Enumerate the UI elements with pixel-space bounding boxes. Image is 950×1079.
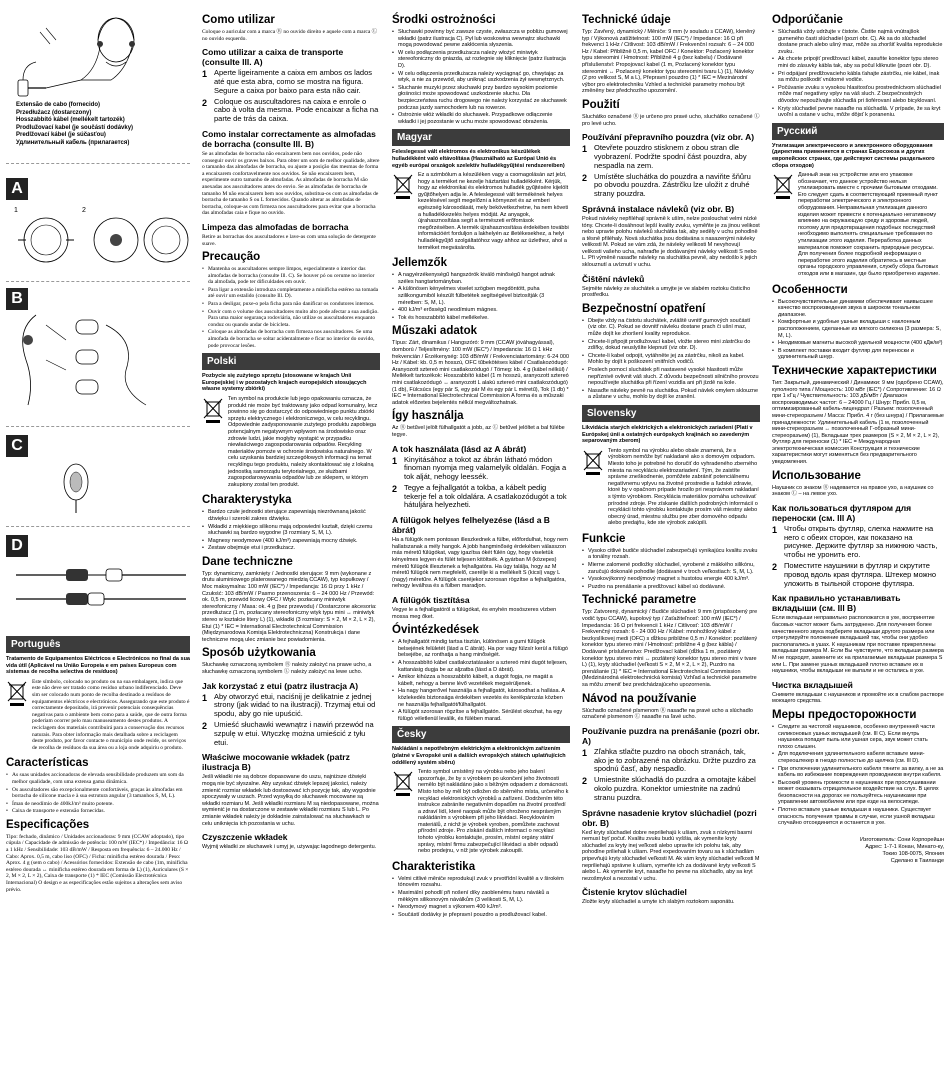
list-item: • Комфортные и удобные ушные вкладыши с наклонным расположением, сделанные из мягкого силикона (3 размера: S, M, L). xyxy=(772,319,944,339)
cs-case-title: Používání přepravního pouzdra (viz obr. A) xyxy=(582,132,755,143)
list-item: • Tok és hosszabbító kábel mellékelve. xyxy=(392,315,570,322)
ru-fit-title: Как правильно устанавливать вкладыши (см. Ill B) xyxy=(772,593,901,614)
earbud-cleaning-illustration xyxy=(6,457,190,515)
list-item: • Slúchadlá vždy udržujte v čistote. Čistite najmä vnútrajšok gumeného časti slúchadiel (pozri obr. C). Ak sa do slúchadiel dostane prach alebo ušný maz, môže sa zhoršiť kvalita reprodukcie zvuku. xyxy=(772,29,944,55)
pt-use-body: Coloque o auricular com a marca Ⓡ no ouvido direito e aquele com a marca Ⓛ no ouvido esquerdo. xyxy=(202,29,378,42)
sk-use-body: Slúchadlo označené písmenom Ⓡ nasaďte na pravé ucho a slúchadlo označené písmenom Ⓛ nasaďte na ľavé ucho. xyxy=(582,707,753,721)
ru-feat-title: Особенности xyxy=(772,283,848,296)
hu-char-list xyxy=(392,272,570,321)
hu-prec-title: Óvintézkedések xyxy=(392,624,479,637)
pt-prec-title: Precaução xyxy=(202,251,261,264)
pl-use-title: Sposób użytkowania xyxy=(202,647,316,660)
sk-clean-title: Čistenie krytov slúchadiel xyxy=(582,887,687,898)
cs-weee-block xyxy=(392,769,570,857)
figure-label-a: A xyxy=(6,178,28,200)
figure-label-b: B xyxy=(6,288,28,310)
cs-weee-heading: Nakládání s nepotřebným elektrickým a elektronickým zařízením (platné v Evropské unii a dalších evropských státech uplatňujících oddělený systém sběru) xyxy=(392,746,566,766)
list-item: • Ostrożnie włóż wkładki do słuchawek. Przypadkowe odłączenie wkładki i jej pozostanie w uchu może spowodować obrażenia. xyxy=(392,112,570,125)
pl-prec-list xyxy=(392,29,570,125)
caption-pt: Extensão de cabo (fornecido) xyxy=(16,102,101,108)
list-item: • Высокий уровень громкости в наушниках при прослушивании может оказывать отрицательное воздействие на слух. В целях безопасности на дорогах не пользуйтесь наушниками при управлении автомобилем или при езде на велосипеде. xyxy=(772,780,944,806)
pt-spec-title: Especificações xyxy=(6,818,90,831)
list-item: • Mierne zalomené podložky slúchadiel, vyrobené z mäkkého silikónu, zaručujú dokonalé pohodlie (dodávané v troch veľkostiach: S, M, L). xyxy=(582,562,760,575)
hu-weee-body: Ez a szimbólum a készüléken vagy a csomagolásán azt jelzi, hogy a terméket ne kezelje háztartási hulladékként. Kérjük, hogy az elektronikai és elektromos hulladék gyűjtésére kijelölt gyűjtőhelyen adja le. A feleslegessé vált termékének helyes kezelésével segít megelőzni a környezet és az emberi egészség károsodását, mely bekövetkezhetne, ha nem követi a hulladékkezelés helyes módját. Az anyagok, újrahasznosítása segít a természeti erőforrások megőrzésében. A termék újrahasznosítása érdekében további információért forduljon a lakhelyén az illetékesekhez, a helyi hulladékgyűjtő szolgáltatóhoz vagy ahhoz az üzlethez, ahol a terméket megvásárolta. xyxy=(418,172,569,251)
hu-fit-title: A fülügok helyes felhelyezése (lásd a B ábrát) xyxy=(392,515,550,536)
hu-case-step-2: 2 Tegye a fejhallgatót a tokba, a kábelt pedig tekerje fel a tok oldalára. A csatlakozódugót a tok hátuljára helyezheti. xyxy=(392,482,567,510)
list-item: • Pri odpájaní predlžovacieho kábla ťahajte zástrčku, nie kábel, inak sa môžu poškodiť vnútorné vodiče. xyxy=(772,71,944,84)
imprint-line: Сделано в Таиланде xyxy=(890,857,944,864)
list-item: • Os auscultadores são excepcionalmente confortáveis, graças às almofadas em borracha de silicone macia e à sua estrutura angular (3 tamanhos S, M, L). xyxy=(6,787,190,800)
pt-clean-body: Retire as borrachas dos auscultadores e lave-as com uma solução de detergente suave. xyxy=(202,233,376,247)
list-item: • Słuchawki powinny być zawsze czyste, zwłaszcza w pobliżu gumowej wkładki (patrz ilustracja C). Pył lub woskowina wewnątrz słuchawki mogą powodować pewne zakłócenia słyszenia. xyxy=(392,29,570,49)
sk-clean-body: Zložte kryty slúchadiel a umyte ich slabým roztokom saponátu. xyxy=(582,899,735,906)
list-item: • Velmi citlivé měniče reprodukují zvuk v prvotřídní kvalitě a v širokém tónovém rozsahu. xyxy=(392,876,570,889)
figure-a xyxy=(6,178,190,275)
list-item: • W celu podłączenia przedłużacza należy włożyć miniwtyk stereofoniczny do gniazda, aż rozlegnie się kliknięcie (patrz ilustracja D). xyxy=(392,50,570,70)
pt-fit-body: Se as almofadas de borracha não encaixarem bem nos ouvidos, pode não conseguir ouvir os graves baixos. Para obter um som de melhor qualidade, altere o tamanho das almofadas de borracha, ou ajuste a posição das mesmas de forma a encaixarem confortavelmente nos ouvidos. Se não encaixarem bem, experimente outro tamanho de almofadas. As almofadas de borracha M são anexadas aos auscultadores antes do envio. Se as almofadas de borracha de tamanho M não encaixarem bem nos ouvidos, substitua-os com as almofadas de borracha de tamanho S ou L fornecidos. Quando alterar as almofadas de borracha, coloque-as com firmeza nos auscultadores para evitar que a borracha das almofadas caia e fique no ouvido. xyxy=(202,150,380,217)
ru-use-body: Наушник со знаком Ⓡ надевается на правое ухо, а наушник со знаком Ⓛ – на левое ухо. xyxy=(772,484,934,498)
list-item: • Zestaw obejmuje etui i przedłużacz. xyxy=(202,545,380,552)
portuguese-header: Português xyxy=(6,636,190,653)
cs-case-step-2: 2 Umístěte sluchátka do pouzdra a naviňte šňůru po obvodu pouzdra. Zástrčku lze uložit z druhé strany pouzdra. xyxy=(582,171,751,199)
pt-weee-heading: Tratamento de Equipamentos Eléctricos e Electrónicos no final da sua vida útil (Aplicável na União Europeia e em países Europeus com sistemas de recolha selectiva de resíduos) xyxy=(6,656,190,676)
list-item: • В комплект поставки входит футляр для переноски и удлинительный шнур. xyxy=(772,348,944,361)
pt-clean-title: Limpeza das almofadas de borracha xyxy=(202,221,349,232)
hu-clean-body: Vegye le a fejhallgatóról a fülügókat, és enyhén mosószeres vízben mossa meg őket. xyxy=(392,607,557,620)
ru-weee-heading: Утилизация электрического и электронного оборудования (директива применяется в странах Евросоюза и других европейских странах, где действуют системы раздельного сбора отходов) xyxy=(772,142,935,169)
pl-prec-title: Środki ostrożności xyxy=(392,14,496,26)
cs-fit-title: Správná instalace návleků (viz obr. B) xyxy=(582,203,735,214)
figure-d xyxy=(6,535,190,624)
list-item: • Caixa de transporte e extensão fornecidas. xyxy=(6,808,190,815)
figure-label-d: D xyxy=(6,535,28,557)
list-item: • Dbejte vždy na čistotu sluchátek, zvláště uvnitř gumových součástí (viz obr. C). Pokud se dovnitř návleku dostane prach či ušní maz, může dojít ke zhoršení kvality reprodukce. xyxy=(582,318,760,338)
pt-char-list xyxy=(6,772,190,815)
list-item: • As suas unidades accionadoras de elevada sensibilidade produzem um som da melhor qualidade, com uma extensa gama dinâmica. xyxy=(6,772,190,785)
list-item: • Magnesy neodymowe (400 kJ/m³) zapewniają mocny dźwięk. xyxy=(202,538,380,545)
cs-use-title: Použití xyxy=(582,98,620,111)
ru-weee-block xyxy=(772,172,944,280)
ru-use-title: Использование xyxy=(772,469,861,482)
list-item: • A fülügót szorosan rögzítse a fejhallgatón. Sérülést okozhat, ha egy fülügó véletlenül leválik, és fülében marad. xyxy=(392,709,570,722)
sk-case-title: Používanie puzdra na prenášanie (pozri obr. A) xyxy=(582,725,760,746)
pl-weee-heading: Pozbycie się zużytego sprzętu (stosowane w krajach Unii Europejskiej i w pozostałych krajach europejskich stosujących własne systemy zbiórki) xyxy=(202,373,367,393)
weee-bin-icon xyxy=(582,448,604,476)
sk-spec-title: Technické parametre xyxy=(582,594,697,607)
imprint-line: Изготовитель: Сони Корпорейшн xyxy=(860,836,944,843)
list-item: • Amikor kihúzza a hosszabbító kábelt, a dugót fogja, ne magát a kábelt, nehogy a benne lévő vezetékek megsérüljenek. xyxy=(392,674,570,687)
sk-prec-list xyxy=(772,29,944,119)
pl-case-step-2: 2 Umieść słuchawki wewnątrz i nawiń przewód na szpulę w etui. Wtyczkę można umieścić z tyłu etui. xyxy=(202,719,374,747)
pt-weee-body: Este símbolo, colocado no produto ou na sua embalagem, indica que este não deve ser tratado como resíduo urbano indiferenciado. Deve sim ser colocado num ponto de recolha destinado a resíduos de equipamentos eléctricos e electrónicos. Assegurando que este produto é correctamente depositado, irá prevenir potenciais consequências negativas para o ambiente bem como para a saúde, que de outra forma poderiam ocorrer pelo mau manuseamento destes produtos. A reciclagem dos materiais contribuirá para a conservação dos recursos naturais. Para obter informação mais detalhada sobre a reciclagem deste produto, por favor contacte o município onde reside, os serviços de recolha de resíduos da sua área ou a loja onde adquiriu o produto. xyxy=(32,678,190,751)
cs-spec-title: Technické údaje xyxy=(582,14,671,26)
cs-prec-list xyxy=(582,318,760,401)
cs-prec-title: Bezpečnostní opatření xyxy=(582,302,706,315)
hu-weee-block xyxy=(392,172,570,253)
cs-clean-title: Čištění návleků xyxy=(582,273,645,284)
pt-spec-body: Tipo: fechado, dinâmico / Unidades accionadoras: 9 mm (CCAW adoptado), tipo cúpula / Capacidade de admissão de potência: 100 mW (IEC*) / Impedância: 16 Ω a 1 kHz / Sensibilidade: 103 dB/mW / Resposta em frequência: 6 – 24.000 Hz / Cabo: Aprox. 0,5 m, cabo liso (OFC) / Ficha: minificha estéreo dourada / Peso: Aprox. 4 g (sem o cabo) / Acessórios fornecidos: Extensão de cabo (1m, minificha estéreo dourada ↔ minificha estéreo dourada em forma de L) (1), Auriculares (S × 2, M × 2, L × 2), Caixa de transporte (1) * IEC (Comissão Electrotécnica Internacional) O design e as especificações estão sujeitos a alterações sem aviso prévio. xyxy=(6,833,189,893)
step-2-label: 2 xyxy=(82,207,86,214)
list-item: • Íman de neodímio de 400kJ/m³ muito potente. xyxy=(6,801,190,808)
weee-bin-icon xyxy=(202,396,224,424)
list-item: • Ak chcete pripojiť predlžovací kábel, zasuňte konektor typu stereo mini do zásuvky kábla tak, aby sa počul kliknutie (pozri obr. D). xyxy=(772,56,944,69)
list-item: • Bardzo czułe jednostki sterujące zapewniają niezrównaną jakość dźwięku i szeroki zakres dźwięku. xyxy=(202,509,380,522)
caption-pl: Przedłużacz (dostarczony) xyxy=(16,109,92,116)
list-item: • Kryty slúchadiel pevne nasaďte na slúchadlá. V prípade, že sa kryt uvoľní a ostane v uchu, môže dôjsť k poraneniu. xyxy=(772,106,944,119)
sk-func-title: Funkcie xyxy=(582,532,626,545)
list-item: • Wkładki z miękkiego silikonu mają odpowiedni kształt, dzięki czemu słuchawki są bardzo wygodne (3 rozmiary S, M, L). xyxy=(202,524,380,537)
czech-header: Česky xyxy=(392,726,570,743)
list-item: • Para a desligar, puxe-o pela ficha para não danificar os condutores internos. xyxy=(202,301,380,308)
ru-feat-list xyxy=(772,299,944,361)
cs-case-step-1: 1 Otevřete pouzdro stisknem z obou stran dle vyobrazení. Podržte spodní část pouzdra, aby nespadla na zem. xyxy=(582,143,747,170)
weee-bin-icon xyxy=(392,172,414,200)
earphone-extension-illustration xyxy=(6,10,190,102)
pt-case-step-1: 1 Aperte ligeiramente a caixa em ambos os lados até que esta abra, como se mostra na figura. Segure a caixa por baixo para esta não cair. xyxy=(202,68,372,95)
pl-char-list xyxy=(202,509,380,552)
pt-fit-title: Como instalar correctamente as almofadas de borracha (consulte Ill. B) xyxy=(202,128,376,149)
ru-spec-title: Технические характеристики xyxy=(772,364,937,377)
pl-case-step-1: 1 Aby otworzyć etui, naciśnij je delikatnie z jednej strony (jak widać to na ilustracji). Trzymaj etui od spodu, aby go nie upuścić. xyxy=(202,691,376,719)
ru-case-step-1: 1 Чтобы открыть футляр, слегка нажмите на него с обеих сторон, как показано на рисунке. Держите футляр за нижнюю часть, чтобы не уронить его. xyxy=(772,523,938,560)
list-item: • 400 kJ/m³ erősségű neodímium mágnes. xyxy=(392,307,570,314)
cs-spec-body: Typ: Zavřený, dynamický / Měniče: 9 mm (v souladu s CCAW), kleněný typ / Výkonová zatížitelnost: 100 mW (IEC*) / Impedance: 16 Ω při frekvenci 1 kHz / Citlivost: 103 dB/mW / Frekvenční rozsah: 6 – 24 000 Hz / Kabel: Přibližně 0,5 m, kabel OFC / Konektor: Pozlacený konektor typu stereomini / Hmotnost: Přibližně 4 g (bez kabelu) / Dodávané příslušenství: Propojovací kabel (1 m, Pozlacený konektor typu stereomini ↔ Pozlacený konektor typu stereomini tvaru L) (1), Návleky (2 pro velikost S, M a L), Přepravní pouzdro (1) * IEC = Mezinárodní výbor pro elektrotechniku Vzhled a technické parametry mohou být změněny bez předchozího upozornění. xyxy=(582,29,756,95)
list-item: • Vysokovýkonný neodýmový magnet s hustotou energie 400 kJ/m³. xyxy=(582,576,760,583)
pl-clean-body: Wyjmij wkładki ze słuchawek i umyj je, używając łagodnego detergentu. xyxy=(202,844,377,851)
hu-weee-heading: Feleslegessé vált elektromos és elektronikus készülékek hulladékként való eltávolítása (Használható az Európai Unió és egyéb európai országok szelektív hulladékgyűjtési rendszereiben) xyxy=(392,149,565,169)
imprint-line: Адрес: 1-7-1 Конан, Минато-ку, xyxy=(865,843,944,850)
list-item: • Плотно вставьте ушные вкладыши в наушники. Существует опасность получения травмы в случае, если ушной вкладыш случайно отсоединится и останется в ухе. xyxy=(772,807,944,827)
pt-use-title: Como utilizar xyxy=(202,14,275,26)
list-item: • Ouvir com o volume dos auscultadores muito alto pode afectar a sua audição. Para uma maior segurança rodoviária, não utilize os auscultadores enquanto conduz ou quando andar de bicicleta. xyxy=(202,309,380,329)
pl-spec-title: Dane techniczne xyxy=(202,555,293,568)
sk-case-step-1: 1 Zľahka stlačte puzdro na oboch stranách, tak, ako je to zobrazené na obrázku. Držte puzdro za spodnú časť, aby nespadlo. xyxy=(582,746,756,774)
column-2 xyxy=(196,0,386,1079)
sk-case-step-2: 2 Umiestnite slúchadlá do puzdra a omotajte kábel okolo puzdra. Konektor umiestnite na zadnú stranu puzdra. xyxy=(582,775,756,802)
cs-clean-body: Sejměte návleky ze sluchátek a umyjte je ve slabém roztoku čisticího prostředku. xyxy=(582,285,751,299)
sk-weee-body: Tento symbol na výrobku alebo obale znamená, že s výrobkom nemôže byť nakladané ako s domovým odpadom. Miesto toho je potrebné ho doručiť do vyhradeného zberného miesta na recykláciu elektrozariadení. Tým, že zaistíte správne zneškodnenie, pomôžete zabrániť potenciálnemu negatívnemu vplyvu na životné prostredie a ľudské zdravie, ktoré by v opačnom prípade hrozilo pri nesprávnom nakladaní s týmto výrobkom. Recyklácia materiálov pomáha uchovávať prírodné zdroje. Pre získanie ďalších podrobných informácií o recyklácii tohto výrobku kontaktujte prosím váš miestny alebo obecný úrad, miestnu službu pre zber domového odpadu alebo predajňu, kde ste výrobok zakúpili. xyxy=(608,447,759,527)
cs-use-body: Sluchátko označené Ⓡ je určeno pro pravé ucho, sluchátko označené Ⓛ pro levé ucho. xyxy=(582,113,760,127)
column-5 xyxy=(766,0,950,1079)
list-item: • Počúvanie zvuku s vysokou hlasitosťou prostredníctvom slúchadiel môže mať negatívny vplyv na váš sluch. Z bezpečnostných dôvodov nepoužívajte slúchadlá pri šoférovaní alebo bicyklovaní. xyxy=(772,85,944,105)
sk-weee-block xyxy=(582,448,760,529)
list-item: • Ha nagy hangerővel használja a fejhallgatót, károsodhat a hallása. A közlekedés biztonsága érdekében vezetés és kerékpározás közben ne használja fejhallgatót/fülhallgatót. xyxy=(392,688,570,708)
pl-use-body: Słuchawkę oznaczoną symbolem Ⓡ należy założyć na prawe ucho, a słuchawkę oznaczoną symbolem Ⓛ należy założyć na lewe ucho. xyxy=(202,662,372,675)
slovak-header: Slovensky xyxy=(582,405,760,422)
step-1-label: 1 xyxy=(14,207,18,214)
ru-clean-body: Снимите вкладыши с наушников и промойте их в слабом растворе моющего средства. xyxy=(772,691,944,705)
sk-func-list xyxy=(582,548,760,591)
ru-fit-body: Если вкладыши неправильно расположатся в ухе, воспринятие басовых частот может быть затруднено. Для получения более качественного звука подберите вкладыши другого размера или отрегулируйте положение вкладышей так, чтобы они удобно располагались в ушах. К наушникам при поставке прикреплены вкладыши размера M. Если Вы чувствуете, что вкладыши размера M не подходят, замените их на прилагаемые вкладыши размера S или L. При замене ушных вкладышей плотно вставьте их в наушники, чтобы вкладыши не выпали и не остались в ухе. xyxy=(772,615,944,675)
extension-cable-captions xyxy=(6,102,190,147)
figure-c xyxy=(6,435,190,520)
list-item: • При отключении удлинительного кабеля тяните за вилку, а не за кабель во избежание повреждения проводников внутри кабеля. xyxy=(772,766,944,779)
ru-weee-body: Данный знак на устройстве или его упаковке обозначает, что данное устройство нельзя утилизировать вместе с прочими бытовыми отходами. Его следует сдать в соответствующий приемный пункт переработки электрического и электронного оборудования. Неправильная утилизация данного изделия может привести к потенциально негативному влиянию на окружающую среду и здоровье людей, поэтому для предотвращения подобных последствий необходимо выполнять специальные требования по утилизации этого изделия. Переработка данных материалов поможет сохранить природные ресурсы. Для получения более подробной информации о переработке этого изделия обратитесь в местные органы городского управления, службу сбора бытовых отходов или в магазин, где было приобретено изделие. xyxy=(798,172,940,277)
list-item: • Maximální pohodlí při nošení díky zaoblenému tvaru náváků a měkkým silikonovým náválkům (3 velikosti S, M, L). xyxy=(392,890,570,903)
hu-prec-list xyxy=(392,639,570,722)
list-item: • Следите за чистотой наушников, особенно внутренней части силиконовых ушных вкладышей (см. Ill C). Если внутрь наушника попадет пыль или ушная сера, звук может стать плохо слышен. xyxy=(772,724,944,750)
cs-fit-body: Pokud návleky nepřiléhají správně k uším, nelze poslouchat velmi nízké tóny. Chcete-li dosáhnout lepší kvality zvuku, vyměňte je za jinou velikost nebo upravte polohu návleků sluchátka tak, aby seděly v uchu pohodlně a těsně přiléhaly. Nová sluchátka jsou dodávána s nasazenými návleky velikosti M. Pokud se vám zdá, že návleky velikosti M nevyhovují velikosti vašeho ucha, nahraďte je dodávanými návleky velikosti S nebo L. Při výměně nasaďte návleky na sluchátka pevně, aby nedošlo k jejich sklouznutí a uvíznutí v uchu. xyxy=(582,215,760,269)
manufacturer-imprint xyxy=(772,837,944,865)
caption-ru: Удлинительный кабель (прилагается) xyxy=(16,139,130,146)
pl-weee-body: Ten symbol na produkcie lub jego opakowaniu oznacza, że produkt nie może być traktowany jako odpad komunalny, lecz powinno się go dostarczyć do odpowiedniego punktu zbiórki sprzętu elektrycznego i elektronicznego, w celu recyklingu. Odpowiednie zadysponowanie zużytego produktu zapobiega potencjalnym negatywnym wpływom na środowisko oraz zdrowie ludzi, jakie mogłyby wystąpić w przypadku niewłaściwego zagospodarowania odpadów. Recykling materiałów pomoże w ochronie środowiska naturalnego. W celu uzyskania bardziej szczegółowych informacji na temat recyklingu tego produktu, należy skontaktować się z lokalną jednostką samorządu terytorialnego, ze służbami zagospodarowywania odpadów lub ze sklepem, w którym zakupiony został ten produkt. xyxy=(228,396,378,488)
hu-clean-title: A fülügók tisztítása xyxy=(392,595,470,606)
pl-weee-block xyxy=(202,396,380,490)
pt-case-title: Como utilizar a caixa de transporte (consulte Ill. A) xyxy=(202,47,344,68)
column-3 xyxy=(386,0,576,1079)
ru-prec-list xyxy=(772,724,944,827)
hungarian-header: Magyar xyxy=(392,129,570,146)
list-item: • Słuchanie muzyki przez słuchawki przy bardzo wysokim poziomie głośności może spowodować uszkodzenie słuchu. Dla bezpieczeństwa ruchu drogowego nie należy korzystać ze słuchawek podczas jazdy samochodem lub na rowerze. xyxy=(392,85,570,111)
sk-spec-body: Typ: Zatvorený, dynamický / Budiče slúchadiel: 9 mm (prispôsobený pre vodič typu CCAW), kupolový typ / Zaťažiteľnosť: 100 mW (IEC*) / Impedancia: 16 Ω pri frekvencii 1 kHz / Citlivosť: 103 dB/mW / Frekvenčný rozsah: 6 - 24 000 Hz / Kábel: mnohožilový kábel z bezkyslíkovej medi (OFC) s dĺžkou približne 0,5 m / Konektor: pozlátený konektor typu stereo mini / Hmotnosť: približne 4 g (bez kábla) / Dodávané príslušenstvo: Predlžovací kábel (dĺžka 1 m, pozlátený konektor typu stereo mini ↔ pozlátený konektor typu stereo mini v tvare L) (1), kryty slúchadiel (veľkosti S × 2, M × 2, L × 2), Puzdro na prenášanie (1) * IEC = International Electrotechnical Commission (Medzinárodná elektrotechnická komisia) Vzhľad a technické parametre sa môžu zmeniť bez predchádzajúceho upozornenia. xyxy=(582,609,758,688)
ru-spec-body: Тип: Закрытый, динамический / Динамики: 9 мм (одобрено CCAW), куполного типа / Мощность: 100 мВт (IEC*) / Сопротивление: 16 Ω при 1 кГц / Чувствительность: 103 дБ/мВт / Диапазон воспроизводимых частот: 6 – 24000 Гц / Шнур: Прибл. 0,5 м, оптимизированный кабель-лицендрат / Разъем: позолоченный мини-стереоразъем / Масса: Прибл. 4 г (без шнура) / Прилагаемые принадлежности: Удлинительный кабель (1 м, позолоченный мини-стереоразъем ↔ позолоченный Г-образный мини-стереоразъем) (1), Вкладыши трех размеров (S × 2, M × 2, L × 2), Футляр для переноски (1) * IEC = Международная электротехническая комиссия Конструкция и технические характеристики могут изменяться без предварительного уведомления. xyxy=(772,379,944,466)
russian-header: Русский xyxy=(772,123,944,140)
hu-spec-body: Típus: Zárt, dinamikus / Hangszóró: 9 mm (CCAW jóváhagyással), domború / Teljesítmény: 100 mW (IEC*) / Impedancia: 16 Ω 1 kHz frekvencián / Érzékenység: 103 dB/mW / Frekvenciatartomány: 6-24 000 Hz / Kábel: kb. 0,5 m hosszú, OFC tűbekötéses kábel / Csatlakozódugó: Aranyozott sztereó mini csatlakozódugó / Tömeg: kb. 4 g (kábel nélkül) / Mellékelt tartozékok: Hosszabbító kábel (1 m hosszú, aranyozott sztereó mini csatlakozódugó ↔ aranyozott L alakú sztereó mini csatlakozódugó) (1 db), Fülcsúcs (egy pár S, egy pár M és egy pár L méretű), Tok (1 db) * IEC = International Electrotechnical Commission A forma és a műszaki adatok előzetes bejelentés nélkül megváltozhatnak. xyxy=(392,340,569,406)
list-item: • Для подключения удлинительного кабеля вставьте мини-стереоштекер в гнездо полностью до щелчка (см. Ill D). xyxy=(772,751,944,764)
list-item: • A fejhallgatót mindig tartsa tisztán, különösen a gumi fülügók belsejének felületét (lásd a C ábrát). Ha por vagy fülzsír kerül a fülügó belsejébe, az ronthatja a hang minőségét. xyxy=(392,639,570,659)
list-item: • Vysoko citlivé budiče slúchadiel zabezpečujú vynikajúcu kvalitu zvuku a tonálny rozsah. xyxy=(582,548,760,561)
list-item: • Nasaďte návleky pevně na sluchátka. Pokud návlek omylem sklouzne a zůstane v uchu, mohlo by dojít ke zranění. xyxy=(582,388,760,401)
sk-fit-title: Správne nasadenie krytov slúchadiel (pozri obr. B) xyxy=(582,807,757,828)
cs-char-list xyxy=(392,876,570,919)
column-1 xyxy=(0,0,196,1079)
earbud-fitting-illustration xyxy=(6,310,190,415)
figure-label-c: C xyxy=(6,435,28,457)
hu-fit-body: Ha a fülügók nem pontosan illeszkednek a fülbe, előfordulhat, hogy nem hallatszanak a mély hangok. A jobb hangminőség érdekében válasszon más méretű fülügókat, vagy igazítsa ókét fülén úgy, hogy viseletük kényelmes legyen és fülét teljesen kitöltsék. A gyárban M (közepes) méretű fülügók illesztenek a fejhallgatóra. Ha úgy találja, hogy az M méretű fülügók nem megfelelő, cserélje ki a mellékelt S (kicsi) vagy L (nagy) méretűre. A fülügók cseréjekor szorosan rögzítse a fejhallgatóra, nehogy leválhsa és a fülben maradjon. xyxy=(392,537,568,590)
list-item: • Puzdro na prenášanie a predlžovací kábel sú dodávané. xyxy=(582,584,760,591)
list-item: • Неодимовые магниты высокой удельной мощности (400 кДж/м³) xyxy=(772,340,944,347)
hu-use-title: Így használja xyxy=(392,410,464,423)
sk-use-title: Návod na používanie xyxy=(582,692,697,705)
pl-clean-title: Czyszczenie wkładek xyxy=(202,832,288,843)
pl-case-title: Jak korzystać z etui (patrz ilustracja A) xyxy=(202,680,359,691)
list-item: • Chcete-li připojit prodlužovací kabel, vložte stereo mini zástrčku do zdířky, dokud neuslyšíte klepnutí (viz obr. D). xyxy=(582,339,760,352)
polish-header: Polski xyxy=(202,353,380,370)
list-item: • Neodymový magnet s výkonem 400 kJ/m³. xyxy=(392,904,570,911)
list-item: • Высокочувствительные динамики обеспечивают наивысшее качество воспроизведения звука в широком тональном диапазоне. xyxy=(772,299,944,319)
column-4 xyxy=(576,0,766,1079)
list-item: • Mantenha os auscultadores sempre limpos, especialmente o interior das almofadas de borracha (consulte Ill. C). Se houver pó ou cerume no interior da almofada, pode ter dificuldades em ouvir. xyxy=(202,266,380,286)
list-item: • A hosszabbító kábel csatlakoztatásakor a sztereó mini dugót teljesen, kattanásig dugja be az aljzatba (lásd a D ábrát). xyxy=(392,660,570,673)
sk-prec-title: Odporúčanie xyxy=(772,14,843,26)
sk-fit-body: Keď kryty slúchadiel dobre nepriliehajú k ušiam, zvuk s nízkymi basmi nemusí byť počuť. Kvalitu zvuku budú vyššia, ak vymeníte kryty slúchadiel za kryty inej veľkosti alebo upravíte ich polohu tak, aby pohodlne priliehali k ušiam. Pred expedovaním tovaru sa k slúchadlám pripevňujú kryty slúchadiel veľkosti M. Ak vám kryty slúchadiel veľkosti M nepriliehajú správne k ušiam, vymeňte ich za dodávané kryty veľkosti S alebo L. Ak vymeníte kryt, nasaďte ho pevne na slúchadlo, aby sa kryt nezošmykol a nezostal v uchu. xyxy=(582,829,760,882)
ru-case-title: Как пользоваться футляром для переноски (см. Ill A) xyxy=(772,502,912,523)
pl-char-title: Charakterystyka xyxy=(202,494,292,507)
hu-spec-title: Műszaki adatok xyxy=(392,325,477,338)
carrying-case-illustration xyxy=(6,200,190,270)
list-item: • Chcete-li kabel odpojit, vytáhněte jej za zástrčku, nikoli za kabel. Mohlo by dojít k poškození vnitřních vodičů. xyxy=(582,353,760,366)
caption-cs: Prodlužovací kabel (je součástí dodávky) xyxy=(16,124,134,131)
pt-prec-list xyxy=(202,266,380,349)
figure-b xyxy=(6,288,190,420)
list-item: • Součástí dodávky je přepravní pouzdro a prodlužovací kabel. xyxy=(392,912,570,919)
ru-case-step-2: 2 Поместите наушники в футляр и скрутите провод вдоль края футляра. Штекер можно уложить в тыльной стороне футляра. xyxy=(772,561,937,588)
pt-weee-block xyxy=(6,679,190,754)
pl-fit-body: Jeśli wkładki nie są dobrze dopasowane do uszu, najniższe dźwięki mogą nie być słyszalne. Aby uzyskać dźwięk lepszej jakości, należy zmienić rozmiar wkładek lub dostosować ich pozycję tak, aby wygodnie spoczywały w uszach. Przed wysyłką do słuchawek mocowane są wkładki rozmiaru M. Jeśli wkładki rozmiaru M są niedopasowane, można wymienić je na dostarczone w zestawie wkładki rozmiaru S lub L. Po zmianie wkładek należy je dokładnie zainstalować na słuchawkach w celu uniknięcia ich pozostania w uchu. xyxy=(202,774,379,827)
ru-prec-title: Меры предосторожности xyxy=(772,708,917,721)
list-item: • A különösen kényelmes viselet szögben megdöntött, puha szilikongumiból készült fülbetétek segítségével biztosítják (3 méretben: S, M, L). xyxy=(392,286,570,306)
hu-case-title: A tok használata (lásd az A ábrát) xyxy=(392,443,527,454)
extension-connect-illustration xyxy=(6,557,190,619)
illustration-top xyxy=(6,10,190,102)
list-item: • Coloque as almofadas de borracha com firmeza nos auscultadores. Se uma almofada de borracha se soltar acidentalmente e ficar no interior do ouvido, pode provocar lesões. xyxy=(202,329,380,349)
pt-case-step-2: 2 Coloque os auscultadores na caixa e enrole o cabo à volta da mesma. Pode encaixar a ficha na parte de trás da caixa. xyxy=(202,96,379,124)
caption-sk: Predlžovací kábel (je súčasťou) xyxy=(16,132,106,138)
sk-weee-heading: Likvidácia starých elektrických a elektronických zariadení (Platí v Európskej únii a ostatných európskych krajinách so zavedeným separovaným zberom) xyxy=(582,424,753,445)
caption-hu: Hosszabbító kábel (mellékelt tartozék) xyxy=(16,117,125,123)
pl-spec-body: Typ: dynamiczny, zamknięty / Jednostki sterujące: 9 mm (wykonane z drutu aluminiowego platerowanego miedzią CCAW), typ kopułkowy / Moc maksymalna: 100 mW (IEC*) / Impedancja: 16 Ω przy 1 kHz / Czułość: 103 dB/mW / Pasmo przenoszenia: 6 – 24 000 Hz / Przewód: ok. 0,5 m, przewód licowy OFC / Wtyk: pozłacany miniwtyk stereofoniczny / Masa: ok. 4 g (bez przewodu) / Dostarczone akcesoria: przedłużacz (1 m, pozłacany stereofoniczny wtyk typu mini ↔ miniwtyk stereo w kształcie litery L) (1), wkładki (3 rozmiary: S × 2, M × 2, L × 2), Etui (1) * IEC = International Electrotechnical Commission (Międzynarodowa Komisja Elektrotechniczna) Konstrukcja i dane techniczne mogą ulec zmianie bez powiadomienia. xyxy=(202,570,377,643)
ru-clean-title: Чистка вкладышей xyxy=(772,679,853,690)
imprint-line: Токио 108-0075, Япония xyxy=(882,850,944,857)
weee-bin-icon xyxy=(6,679,28,707)
hu-use-body: Az Ⓡ betűvel jelölt fülhallgatót a jobb, az Ⓛ betűvel jelöltet a bal fülébe tegye. xyxy=(392,425,565,438)
list-item: • Para ligar a extensão introduza completamente a minificha estéreo na tomada até ouvir um estalido (consulte Ill. D). xyxy=(202,287,380,300)
weee-bin-icon xyxy=(392,769,414,797)
pt-char-title: Características xyxy=(6,757,89,770)
cs-weee-body: Tento symbol umístěný na výrobku nebo jeho balení upozorňuje, že by s výrobkem po ukončení jeho životnosti nemělo být nakládáno jako s běžným odpadem z domácnosti. Místo toho by měl být odložen do sběrného místa, určeného k recyklaci elektronických výrobků a zařízení. Dodržením této instrukce zabráníte negativním dopadům na životní prostředí a zdraví lidí, které naopak může být ohroženo nesprávným nakládáním s výrobkem při jeho likvidaci. Recyklováním materiálů, z nichž je výrobek vyroben, pomůžete zachovat přírodní zdroje. Pro získání dalších informací o recyklaci tohoto výrobku kontaktujte, prosím, místní orgány státní správy, místní firmu zabezpečující likvidaci a sběr odpadů nebo prodejnu, v níž jste výrobek zakoupili. xyxy=(418,769,569,855)
hu-char-title: Jellemzők xyxy=(392,257,447,270)
cs-char-title: Charakteristika xyxy=(392,860,476,873)
pl-fit-title: Właściwe mocowanie wkładek (patrz ilustracja B) xyxy=(202,752,350,773)
list-item: • A nagyérzékenységű hangszórók kiváló minőségű hangot adnak széles hangtartományban. xyxy=(392,272,570,285)
list-item: • W celu odłączenia przedłużacza należy wyciągnąć go, chwytając za wtyk, a nie za przewód, aby uniknąć uszkodzenia żył wewnętrznych. xyxy=(392,71,570,84)
list-item: • Poslech pomocí sluchátek při nastavené vysoké hlasitosti může nepříznivě ovlivnit váš sluch. Z důvodu bezpečnosti silničního provozu nepoužívejte sluchátka při řízení vozidla ani při jízdě na kole. xyxy=(582,367,760,387)
weee-bin-icon xyxy=(772,172,794,200)
hu-case-step-1: 1 Kinyitásához a tokot az ábrán látható módon finoman nyomja meg valamelyik oldalán. Fogja a tok alját, nehogy leessék. xyxy=(392,454,567,482)
